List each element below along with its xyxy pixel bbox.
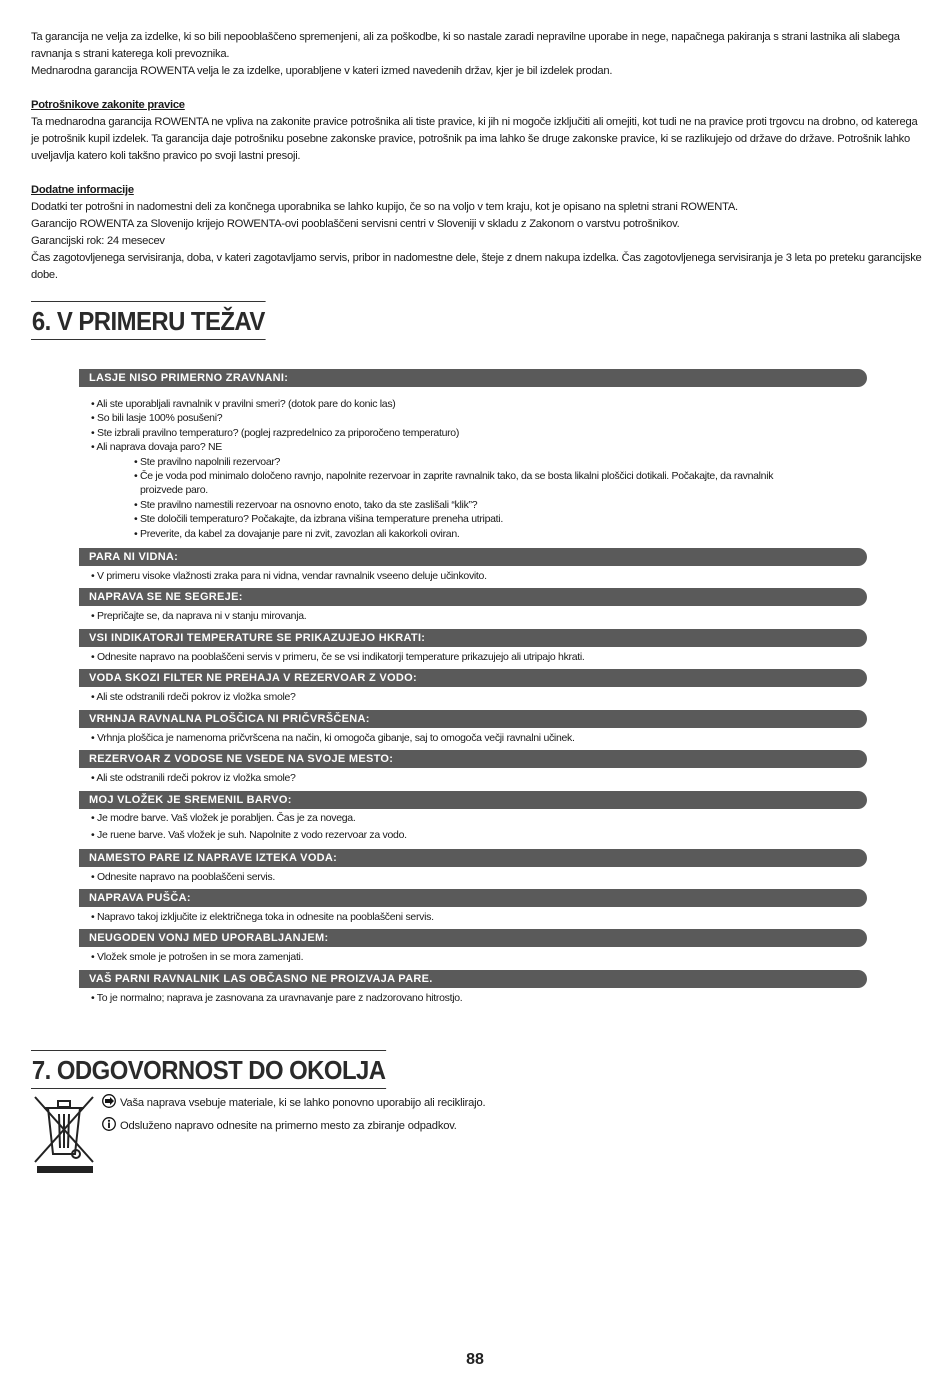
problem-solutions	[79, 809, 867, 846]
problem-solutions	[79, 647, 867, 666]
problem-block	[79, 629, 867, 666]
crossed-bin-icon	[30, 1092, 98, 1176]
intro-paragraph: Garancijski rok: 24 mesecev	[31, 235, 165, 247]
solution-item: • Ali naprava dovaja paro? NE	[91, 441, 222, 454]
problem-solutions	[79, 768, 867, 787]
solution-item: • V primeru visoke vlažnosti zraka para ni vidna, vendar ravnalnik vseeno deluje učinkovito.	[91, 570, 487, 583]
intro-paragraph: Garancijo ROWENTA za Slovenijo krijejo ROWENTA-ovi pooblaščeni servisni centri v Sloveniji v skladu z Zakonom o varstvu potrošnikov.	[31, 218, 680, 230]
problem-heading: NEUGODEN VONJ MED UPORABLJANJEM:	[79, 929, 867, 947]
problem-block	[79, 548, 867, 585]
solution-item: • So bili lasje 100% posušeni?	[91, 412, 223, 425]
section-title-environment: 7. ODGOVORNOST DO OKOLJA	[31, 1050, 386, 1089]
solution-item: • Je modre barve. Vaš vložek je porabljen. Čas je za novega.	[91, 811, 356, 824]
solution-subitem: proizvede paro.	[140, 484, 208, 497]
solution-subitem: • Če je voda pod minimalo določeno ravnjo, napolnite rezervoar in zaprite ravnalnik tako, da se bosta likalni ploščici dotikali. Počakajte, da ravnalnik	[134, 470, 774, 483]
problem-block	[79, 710, 867, 747]
disposal-note	[102, 1117, 457, 1135]
problem-block	[79, 588, 867, 625]
problem-solutions	[79, 947, 867, 966]
solution-item: • Napravo takoj izključite iz električnega toka in odnesite na pooblaščeni servis.	[91, 910, 434, 923]
problem-solutions	[79, 728, 867, 747]
problem-heading: MOJ VLOŽEK JE SREMENIL BARVO:	[79, 791, 867, 809]
disposal-note-text: Odsluženo napravo odnesite na primerno mesto za zbiranje odpadkov.	[120, 1120, 457, 1132]
solution-item: • Ali ste odstranili rdeči pokrov iz vložka smole?	[91, 772, 296, 785]
problem-block	[79, 889, 867, 926]
problem-solutions	[79, 867, 867, 886]
additional-info-heading: Dodatne informacije	[31, 184, 134, 196]
problem-heading: VRHNJA RAVNALNA PLOŠČICA NI PRIČVRŠČENA:	[79, 710, 867, 728]
intro-paragraph: Ta garancija ne velja za izdelke, ki so bili nepooblaščeno spremenjeni, ali za poškodbe, ki so nastale zaradi nepravilne uporabe in nege, napačnega pakiranja s strani lastnika ali slabega ravnanja s strani katerega koli prevoznika.	[31, 31, 900, 60]
problem-solutions	[79, 988, 867, 1007]
problem-block	[79, 929, 867, 966]
solution-item: • Vrhnja ploščica je namenoma pričvršcena na način, ki omogoča gibanje, saj to omogoča večji ravnalni učinek.	[91, 731, 575, 744]
recycle-note	[102, 1094, 485, 1112]
info-icon	[102, 1117, 116, 1131]
problem-block	[79, 791, 867, 846]
solution-item: • Je ruene barve. Vaš vložek je suh. Napolnite z vodo rezervoar za vodo.	[91, 828, 407, 841]
problem-block	[79, 369, 867, 545]
problem-solutions	[79, 566, 867, 585]
recycle-arrow-icon	[102, 1094, 116, 1108]
solution-subitem: • Ste pravilno namestili rezervoar na osnovno enoto, tako da ste zaslišali “klik”?	[134, 498, 478, 511]
intro-paragraph: Čas zagotovljenega servisiranja, doba, v kateri zagotavljamo servis, pribor in nadomestne dele, šteje z dnem nakupa izdelka. Čas zagotovljenega servisiranja je 3 leta po preteku garancijske dobe.	[31, 252, 922, 281]
solution-subitem: • Ste določili temperaturo? Počakajte, da izbrana višina temperature preneha utripati.	[134, 513, 503, 526]
problem-heading: NAMESTO PARE IZ NAPRAVE IZTEKA VODA:	[79, 849, 867, 867]
warranty-text	[31, 29, 923, 284]
problem-heading: VAŠ PARNI RAVNALNIK LAS OBČASNO NE PROIZVAJA PARE.	[79, 970, 867, 988]
solution-subitem: • Ste pravilno napolnili rezervoar?	[134, 455, 281, 468]
solution-subitem: • Preverite, da kabel za dovajanje pare ni zvit, zavozlan ali kakorkoli oviran.	[134, 527, 460, 540]
intro-paragraph: Dodatki ter potrošni in nadomestni deli za končnega uporabnika se lahko kupijo, če so na voljo v tem kraju, kot je opisano na spletni strani ROWENTA.	[31, 201, 738, 213]
problem-solutions	[79, 606, 867, 625]
problem-heading: REZERVOAR Z VODOSE NE VSEDE NA SVOJE MESTO:	[79, 750, 867, 768]
solution-item: • Odnesite napravo na pooblaščeni servis.	[91, 870, 275, 883]
section-title-troubleshooting: 6. V PRIMERU TEŽAV	[31, 301, 266, 340]
solution-item: • To je normalno; naprava je zasnovana za uravnavanje pare z nadzorovano hitrostjo.	[91, 991, 463, 1004]
problem-heading: LASJE NISO PRIMERNO ZRAVNANI:	[79, 369, 867, 387]
problem-heading: PARA NI VIDNA:	[79, 548, 867, 566]
problem-heading: VSI INDIKATORJI TEMPERATURE SE PRIKAZUJEJO HKRATI:	[79, 629, 867, 647]
solution-item: • Vložek smole je potrošen in se mora zamenjati.	[91, 951, 304, 964]
intro-paragraph: Mednarodna garancija ROWENTA velja le za izdelke, uporabljene v kateri izmed navedenih držav, kjer je bil izdelek prodan.	[31, 65, 613, 77]
problem-solutions	[79, 907, 867, 926]
problem-heading: NAPRAVA PUŠČA:	[79, 889, 867, 907]
recycle-note-text: Vaša naprava vsebuje materiale, ki se lahko ponovno uporabijo ali reciklirajo.	[120, 1097, 486, 1109]
problem-block	[79, 669, 867, 706]
page-number: 88	[466, 1351, 484, 1368]
solution-item: • Prepričajte se, da naprava ni v stanju mirovanja.	[91, 610, 307, 623]
problem-solutions	[79, 687, 867, 706]
problem-block	[79, 849, 867, 886]
solution-item: • Odnesite napravo na pooblaščeni servis v primeru, če se vsi indikatorji temperature prikazujejo ali utripajo hkrati.	[91, 650, 585, 663]
problem-heading: NAPRAVA SE NE SEGREJE:	[79, 588, 867, 606]
problem-heading: VODA SKOZI FILTER NE PREHAJA V REZERVOAR Z VODO:	[79, 669, 867, 687]
troubleshooting-list	[79, 369, 867, 1010]
problem-block	[79, 750, 867, 787]
solution-item: • Ali ste odstranili rdeči pokrov iz vložka smole?	[91, 691, 296, 704]
intro-paragraph: Ta mednarodna garancija ROWENTA ne vpliva na zakonite pravice potrošnika ali tiste pravice, ki jih ni mogoče izključiti ali omejiti, kot tudi ne na pravice proti trgovcu na drobno, od katerega je potrošnik kupil izdelek. Ta garancija daje potrošniku posebne zakonske pravice, potrošnik pa ima lahko še druge zakonske pravice, ki se razlikujejo od države do države. Potrošnik lahko uveljavlja katero koli takšno pravico po svoji lastni presoji.	[31, 116, 918, 162]
problem-solutions	[79, 387, 867, 545]
problem-block	[79, 970, 867, 1007]
solution-item: • Ste izbrali pravilno temperaturo? (poglej razpredelnico za priporočeno temperaturo)	[91, 426, 460, 439]
solution-item: • Ali ste uporabljali ravnalnik v pravilni smeri? (dotok pare do konic las)	[91, 398, 396, 410]
consumer-rights-heading: Potrošnikove zakonite pravice	[31, 99, 185, 111]
environment-block	[30, 1092, 730, 1177]
